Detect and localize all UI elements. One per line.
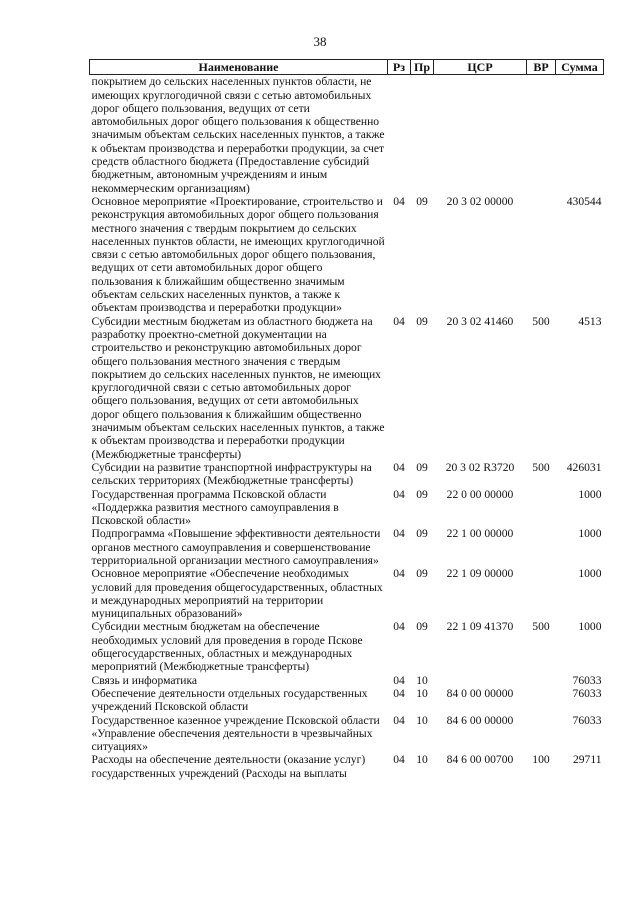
- row-name: Основное мероприятие «Проектирование, строительство и реконструкция автомобильных дорог общего пользования местного значения с твердым покрытием до сельских населенных пунктов области, не имеющих круглогодичной связи с сетью автомобильных дорог общего пользования, ведущих от сети автомобильных дорог общего пользования к ближайшим общественно значимым объектам сельских населенных пунктов, а также к объектам производства и переработки продукции»: [91, 194, 385, 315]
- row-name: Субсидии местным бюджетам из областного бюджета на разработку проектно-сметной документации на строительство и реконструкцию автомобильных дорог общего пользования местного значения с твердым покрытием до сельских населенных пунктов, не имеющих круглогодичной связи с сетью автомобильных дорог общего пользования, ведущих от сети автомобильных дорог общего пользования к ближайшим общественно значимым объектам сельских населенных пунктов, а также к объектам производства и переработки продукции (Межбюджетные трансферты): [91, 314, 385, 461]
- table-header-row: [90, 60, 604, 75]
- row-rz: 04: [393, 314, 405, 328]
- row-vr: [527, 567, 556, 620]
- row-pr: 10: [416, 673, 428, 687]
- row-pr: 10: [416, 753, 428, 767]
- table-row: [90, 753, 604, 780]
- row-csr: 20 3 02 00000: [446, 194, 514, 208]
- row-vr: [527, 488, 556, 528]
- row-pr: 09: [416, 460, 428, 474]
- row-vr: 500: [532, 620, 550, 634]
- table-row: [90, 461, 604, 488]
- budget-table: [89, 59, 604, 780]
- row-vr: [527, 714, 556, 754]
- column-header-name: Наименование: [90, 60, 388, 75]
- table-row: [90, 620, 604, 673]
- row-csr: 20 3 02 R3720: [445, 460, 515, 474]
- table-row: [90, 75, 604, 195]
- row-pr: [411, 75, 434, 195]
- column-header-csr: ЦСР: [434, 60, 527, 75]
- row-sum: 1000: [578, 567, 602, 581]
- row-sum: 1000: [578, 527, 602, 541]
- row-name: Связь и информатика: [91, 673, 198, 687]
- row-sum: 76033: [572, 686, 602, 700]
- row-vr: [527, 674, 556, 687]
- row-name: Субсидии на развитие транспортной инфраструктуры на сельских территориях (Межбюджетные трансферты): [91, 460, 372, 488]
- row-csr: 22 0 00 00000: [446, 487, 514, 501]
- column-header-sum: Сумма: [556, 60, 604, 75]
- row-name: покрытием до сельских населенных пунктов области, не имеющих круглогодичной связи с сетью автомобильных дорог общего пользования, ведущих от сети автомобильных дорог общего пользования к общественно значимым объектам сельских населенных пунктов, а также к объектам производства и переработки продукции, за счет средств областного бюджета (Предоставление субсидий бюджетным, автономным учреждениям и иным некоммерческим организациям): [91, 75, 385, 195]
- row-sum: [556, 75, 604, 195]
- row-csr: 84 6 00 00700: [446, 753, 514, 767]
- row-csr: 84 6 00 00000: [446, 713, 514, 727]
- row-rz: 04: [393, 194, 405, 208]
- row-pr: 10: [416, 713, 428, 727]
- row-sum: 430544: [566, 194, 602, 208]
- row-pr: 09: [416, 487, 428, 501]
- row-rz: 04: [393, 487, 405, 501]
- row-vr: [527, 75, 556, 195]
- row-name: Расходы на обеспечение деятельности (оказание услуг) государственных учреждений (Расходы на выплаты: [91, 753, 366, 780]
- row-name: Обеспечение деятельности отдельных государственных учреждений Псковской области: [91, 686, 368, 714]
- row-csr: [434, 75, 527, 195]
- row-rz: [388, 75, 411, 195]
- table-row: [90, 674, 604, 687]
- row-sum: 426031: [566, 460, 602, 474]
- row-rz: 04: [393, 527, 405, 541]
- row-rz: 04: [393, 620, 405, 634]
- table-row: [90, 488, 604, 528]
- column-header-vr: ВР: [527, 60, 556, 75]
- row-rz: 04: [393, 567, 405, 581]
- row-pr: 09: [416, 527, 428, 541]
- row-vr: [527, 527, 556, 567]
- table-row: [90, 527, 604, 567]
- table-row: [90, 714, 604, 754]
- row-pr: 09: [416, 314, 428, 328]
- row-rz: 04: [393, 686, 405, 700]
- row-rz: 04: [393, 460, 405, 474]
- row-sum: 1000: [578, 487, 602, 501]
- row-name: Государственное казенное учреждение Псковской области «Управление обеспечения деятельности в чрезвычайных ситуациях»: [91, 713, 380, 754]
- row-rz: 04: [393, 753, 405, 767]
- row-name: Государственная программа Псковской области «Поддержка развития местного самоуправления в Псковской области»: [91, 487, 339, 528]
- row-vr: 100: [532, 753, 550, 767]
- column-header-rz: Рз: [388, 60, 411, 75]
- row-vr: 500: [532, 460, 550, 474]
- row-pr: 10: [416, 686, 428, 700]
- row-rz: 04: [393, 673, 405, 687]
- table-row: [90, 567, 604, 620]
- row-rz: 04: [393, 713, 405, 727]
- row-csr: 22 1 09 00000: [446, 567, 514, 581]
- row-sum: 4513: [578, 314, 602, 328]
- row-sum: 76033: [572, 713, 602, 727]
- table-row: [90, 315, 604, 461]
- row-csr: 22 1 09 41370: [446, 620, 514, 634]
- row-vr: 500: [532, 314, 550, 328]
- row-sum: 76033: [572, 673, 602, 687]
- table-row: [90, 195, 604, 315]
- row-name: Подпрограмма «Повышение эффективности деятельности органов местного самоуправления и совершенствование территориальной организации местного самоуправления»: [91, 527, 381, 567]
- row-sum: 1000: [578, 620, 602, 634]
- row-csr: [434, 674, 527, 687]
- row-csr: 20 3 02 41460: [446, 314, 514, 328]
- row-pr: 09: [416, 194, 428, 208]
- column-header-pr: Пр: [411, 60, 434, 75]
- row-csr: 84 0 00 00000: [446, 686, 514, 700]
- row-csr: 22 1 00 00000: [446, 527, 514, 541]
- row-sum: 29711: [572, 753, 602, 767]
- row-name: Основное мероприятие «Обеспечение необходимых условий для проведения общегосударственных, областных и международных мероприятий на территории муниципальных образований»: [91, 567, 383, 621]
- row-vr: [527, 687, 556, 714]
- row-vr: [527, 195, 556, 315]
- row-pr: 09: [416, 620, 428, 634]
- row-pr: 09: [416, 567, 428, 581]
- table-row: [90, 687, 604, 714]
- row-name: Субсидии местным бюджетам на обеспечение необходимых условий для проведения в городе Пскове общегосударственных, областных и международных мероприятий (Межбюджетные трансферты): [91, 620, 363, 674]
- page-number: 38: [313, 34, 327, 49]
